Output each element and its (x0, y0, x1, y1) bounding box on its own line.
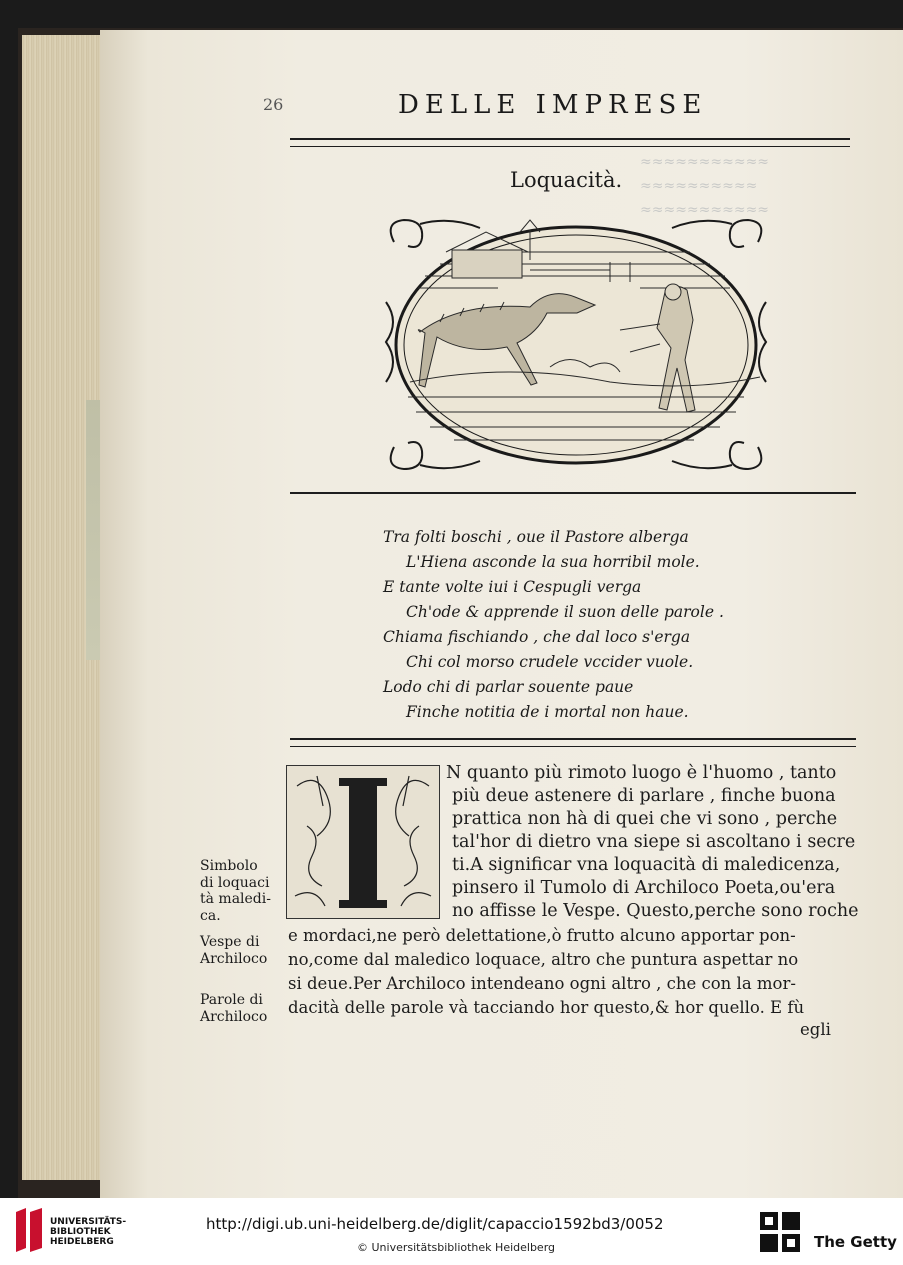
top-rule-thin (290, 146, 850, 147)
poem-line: L'Hiena asconde la sua horribil mole. (406, 553, 700, 571)
initial-ornament (287, 766, 439, 918)
institution-name: UNIVERSITÄTS- BIBLIOTHEK HEIDELBERG (50, 1217, 127, 1247)
body-line: no,come dal maledico loquace, altro che puntura aspettar no (288, 950, 799, 969)
emblem-bottom-rule (290, 492, 856, 494)
body-line: più deue astenere di parlare , finche buona (452, 786, 836, 806)
partner-name: The Getty (814, 1233, 897, 1251)
poem-bottom-rule-thin (290, 746, 856, 747)
body-line: ti.A significar vna loquacità di maledicenza, (452, 855, 841, 875)
body-line: no affisse le Vespe. Questo,perche sono roche (452, 901, 859, 921)
decorated-initial (286, 765, 440, 919)
margin-note: Simbolo di loquaci tà maledi- ca. (200, 858, 271, 924)
poem-line: Finche notitia de i mortal non haue. (406, 703, 689, 721)
getty-logo-icon (760, 1212, 800, 1252)
page-number: 26 (263, 95, 284, 114)
copyright-notice: © Universitätsbibliothek Heidelberg (357, 1241, 556, 1254)
permalink[interactable]: http://digi.ub.uni-heidelberg.de/diglit/capaccio1592bd3/0052 (206, 1215, 664, 1233)
body-line: si deue.Per Archiloco intendeano ogni altro , che con la mor- (288, 974, 796, 993)
emblem-woodcut (380, 212, 772, 477)
poem-bottom-rule (290, 738, 856, 740)
body-line: N quanto più rimoto luogo è l'huomo , tanto (446, 763, 837, 783)
catchword: egli (800, 1020, 831, 1039)
margin-note: Parole di Archiloco (200, 992, 268, 1025)
spine-label (86, 400, 100, 660)
emblem-title: Loquacità. (510, 168, 623, 192)
poem-line: Tra folti boschi , oue il Pastore alberga (383, 528, 689, 546)
body-line: tal'hor di dietro vna siepe si ascoltano i secre (452, 832, 856, 852)
poem-line: E tante volte iui i Cespugli verga (383, 578, 642, 596)
poem-line: Lodo chi di parlar souente paue (383, 678, 634, 696)
bleed-through: ≈≈≈≈≈≈≈≈≈≈≈ ≈≈≈≈≈≈≈≈≈≈ ≈≈≈≈≈≈≈≈≈≈≈ (640, 154, 770, 218)
body-line: prattica non hà di quei che vi sono , perche (452, 809, 838, 829)
margin-note: Vespe di Archiloco (200, 934, 268, 967)
poem-line: Ch'ode & apprende il suon delle parole . (406, 603, 724, 621)
running-title: DELLE IMPRESE (398, 90, 708, 120)
body-line: e mordaci,ne però delettatione,ò frutto alcuno apportar pon- (288, 926, 796, 945)
university-logo-icon (12, 1206, 46, 1254)
top-rule (290, 138, 850, 140)
body-line: dacità delle parole và tacciando hor questo,& hor quello. E fù (288, 998, 805, 1017)
poem-line: Chiama fischiando , che dal loco s'erga (383, 628, 691, 646)
poem-line: Chi col morso crudele vccider vuole. (406, 653, 694, 671)
body-line: pinsero il Tumolo di Archiloco Poeta,ou'era (452, 878, 836, 898)
